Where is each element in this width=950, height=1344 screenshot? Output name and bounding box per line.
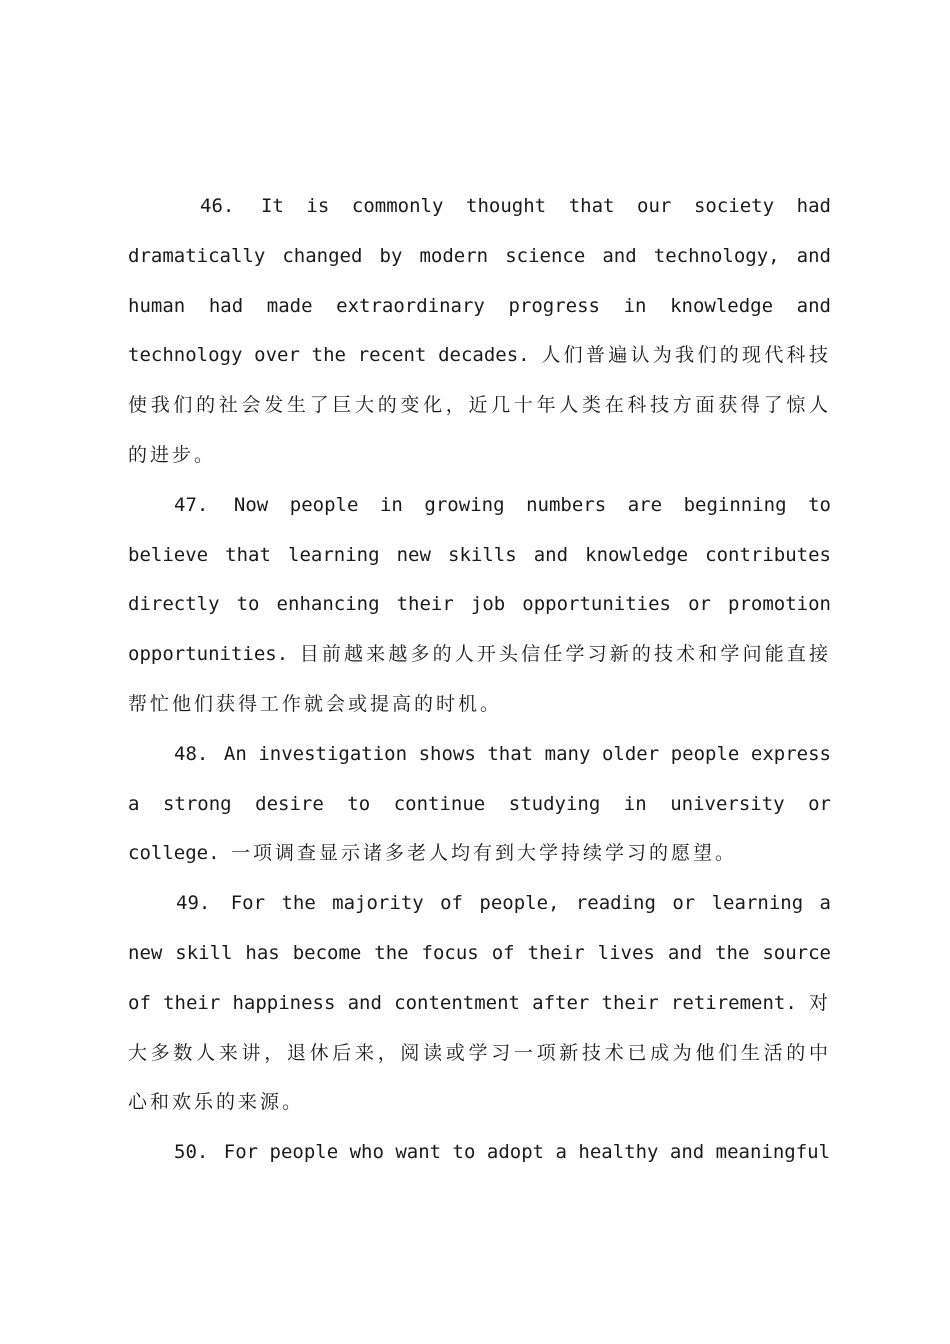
document-page	[128, 182, 831, 1178]
paragraph-49	[128, 879, 831, 1128]
paragraph-48	[128, 730, 831, 879]
chinese-translation: 一项调查显示诸多老人均有到大学持续学习的愿望。	[230, 842, 737, 865]
paragraph-number: 46.	[200, 195, 235, 217]
paragraph-46	[128, 182, 831, 481]
english-sentence: It is commonly thought that our society had dramatically changed by modern science and technology, and human had made extraordinary progress in knowledge and technology over the recent decades.	[128, 195, 831, 367]
english-sentence: An investigation shows that many older people express a strong desire to continue studying in university or college.	[128, 742, 831, 865]
paragraph-number: 48.	[174, 742, 209, 765]
english-sentence: For the majority of people, reading or learning a new skill has become the focus of their lives and the source of their happiness and contentment after their retirement.	[128, 892, 831, 1014]
english-sentence: Now people in growing numbers are beginning to believe that learning new skills and knowledge contributes directly to enhancing their job opportunities or promotion opportunities.	[128, 493, 831, 666]
paragraph-number: 50.	[174, 1141, 209, 1164]
paragraph-number: 47.	[174, 493, 209, 516]
chinese-translation: 人们普遍认为我们的现代科技使我们的社会发生了巨大的变化，近几十年人类在科技方面获得了惊人的进步。	[128, 344, 831, 466]
english-sentence: For people who want to adopt a healthy and meaningful	[223, 1141, 831, 1164]
paragraph-47	[128, 481, 831, 730]
chinese-translation: 对大多数人来讲，退休后来，阅读或学习一项新技术已成为他们生活的中心和欢乐的来源。	[128, 991, 831, 1114]
paragraph-50	[128, 1128, 831, 1178]
paragraph-number: 49.	[176, 892, 211, 915]
chinese-translation: 目前越来越多的人开头信任学习新的技术和学问能直接帮忙他们获得工作就会或提高的时机。	[128, 643, 831, 715]
